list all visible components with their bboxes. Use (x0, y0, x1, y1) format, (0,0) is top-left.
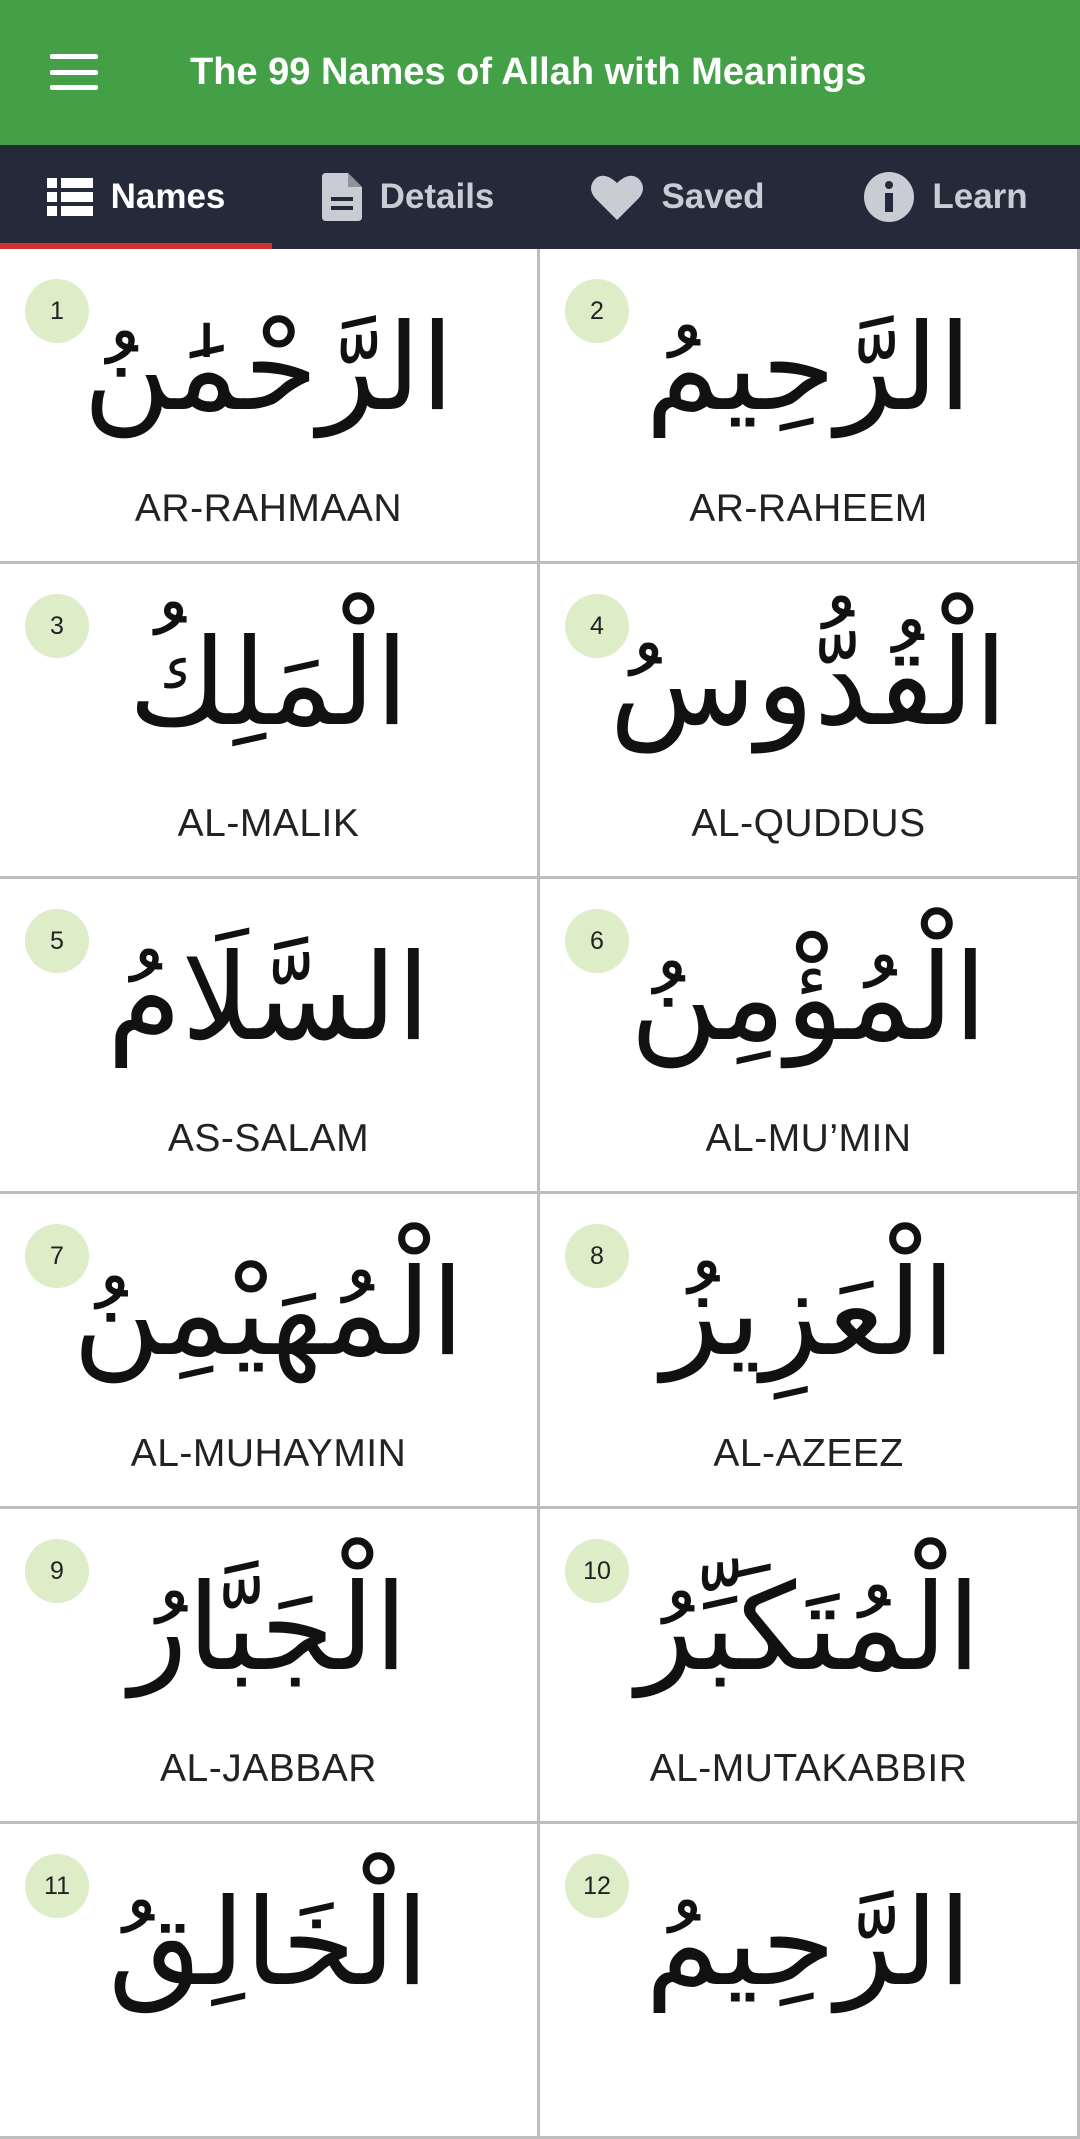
tab-names[interactable] (0, 145, 272, 249)
number-badge: 8 (565, 1224, 629, 1288)
name-card[interactable] (0, 249, 540, 564)
arabic-calligraphy: الْمُؤْمِنُ (630, 929, 987, 1068)
name-card[interactable] (540, 1824, 1080, 2139)
tab-details[interactable] (272, 145, 544, 249)
name-transliteration: AL-MUTAKABBIR (649, 1747, 968, 1790)
tab-learn[interactable] (812, 145, 1080, 249)
heart-icon (591, 174, 643, 220)
name-card[interactable] (0, 879, 540, 1194)
app-bar (0, 0, 1080, 145)
number-badge: 12 (565, 1854, 629, 1918)
arabic-calligraphy: الْمَلِكُ (128, 614, 409, 753)
arabic-calligraphy: الْقُدُّوسُ (609, 614, 1008, 753)
tab-saved[interactable] (544, 145, 812, 249)
arabic-calligraphy: الْعَزِيزُ (661, 1244, 956, 1383)
name-card[interactable] (540, 564, 1080, 879)
arabic-calligraphy: الْخَالِقُ (108, 1874, 429, 2013)
number-badge: 5 (25, 909, 89, 973)
arabic-calligraphy: الرَّحْمَٰنُ (83, 299, 455, 438)
tab-bar (0, 145, 1080, 249)
name-card[interactable] (540, 879, 1080, 1194)
name-transliteration: AL-MALIK (177, 802, 360, 845)
hamburger-menu-icon[interactable] (50, 54, 98, 90)
tab-label: Names (110, 177, 226, 216)
info-icon (864, 172, 914, 222)
name-card[interactable] (540, 1194, 1080, 1509)
tab-label: Details (379, 177, 495, 216)
number-badge: 9 (25, 1539, 89, 1603)
name-transliteration: AL-MUHAYMIN (130, 1432, 407, 1475)
number-badge: 7 (25, 1224, 89, 1288)
document-icon (322, 173, 362, 221)
number-badge: 11 (25, 1854, 89, 1918)
arabic-calligraphy: الرَّحِيمُ (645, 1874, 972, 2013)
tab-label: Learn (932, 177, 1028, 216)
name-card[interactable] (540, 1509, 1080, 1824)
number-badge: 10 (565, 1539, 629, 1603)
app-title: The 99 Names of Allah with Meanings (190, 51, 867, 93)
name-transliteration: AL-MU’MIN (705, 1117, 912, 1160)
number-badge: 2 (565, 279, 629, 343)
arabic-calligraphy: السَّلَامُ (107, 929, 430, 1068)
name-card[interactable] (0, 1824, 540, 2139)
tab-label: Saved (661, 177, 765, 216)
list-icon (47, 178, 93, 216)
names-grid (0, 249, 1080, 2139)
name-card[interactable] (0, 1194, 540, 1509)
number-badge: 6 (565, 909, 629, 973)
number-badge: 3 (25, 594, 89, 658)
name-transliteration: AL-QUDDUS (691, 802, 926, 845)
name-transliteration: AL-JABBAR (160, 1747, 377, 1790)
arabic-calligraphy: الْجَبَّارُ (129, 1559, 408, 1698)
name-transliteration: AR-RAHMAAN (134, 487, 403, 530)
name-transliteration: AL-AZEEZ (713, 1432, 904, 1475)
name-transliteration: AS-SALAM (167, 1117, 370, 1160)
name-card[interactable] (0, 564, 540, 879)
number-badge: 4 (565, 594, 629, 658)
name-card[interactable] (540, 249, 1080, 564)
number-badge: 1 (25, 279, 89, 343)
arabic-calligraphy: الْمُتَكَبِّرُ (636, 1559, 981, 1698)
name-card[interactable] (0, 1509, 540, 1824)
name-transliteration: AR-RAHEEM (689, 487, 928, 530)
arabic-calligraphy: الْمُهَيْمِنُ (72, 1244, 465, 1383)
arabic-calligraphy: الرَّحِيمُ (645, 299, 972, 438)
